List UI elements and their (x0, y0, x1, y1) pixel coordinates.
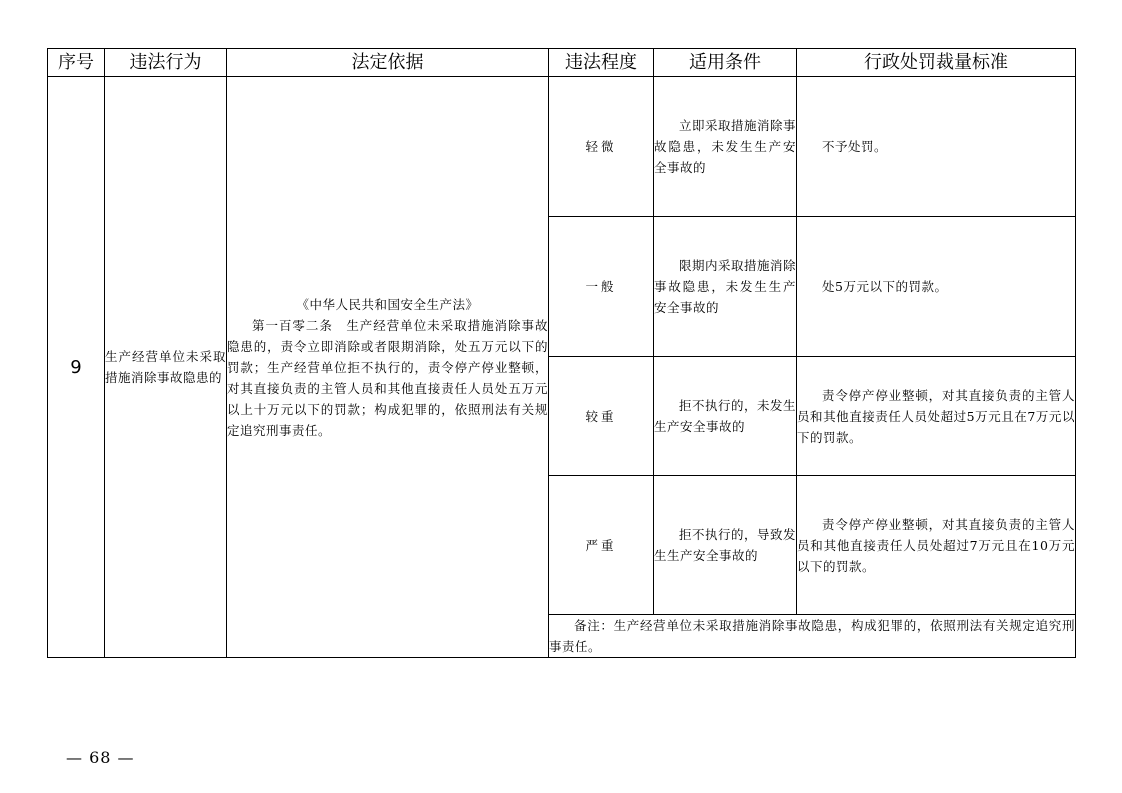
header-seq: 序号 (48, 49, 105, 77)
basis-law-title: 《中华人民共和国安全生产法》 (296, 296, 479, 312)
item-behavior-text: 生产经营单位未采取措施消除事故隐患的 (105, 349, 226, 385)
table-header-row (48, 49, 1076, 77)
page-number: — 68 — (66, 748, 135, 767)
note-cell: 备注：生产经营单位未采取措施消除事故隐患，构成犯罪的，依照刑法有关规定追究刑事责任。 (549, 615, 1076, 658)
penalty-standard-table (47, 48, 1076, 658)
basis-article-text: 第一百零二条 生产经营单位未采取措施消除事故隐患的，责令立即消除或者限期消除，处五万元以下的罚款；生产经营单位拒不执行的，责令停产停业整顿，对其直接负责的主管人员和其他直接责任人员处五万元以上十万元以下的罚款；构成犯罪的，依照刑法有关规定追究刑事责任。 (227, 317, 548, 438)
degree-cell: 严重 (549, 476, 654, 615)
item-behavior (105, 77, 227, 658)
header-standard: 行政处罚裁量标准 (797, 49, 1076, 77)
header-condition: 适用条件 (654, 49, 797, 77)
header-basis: 法定依据 (227, 49, 549, 77)
standard-cell: 责令停产停业整顿，对其直接负责的主管人员和其他直接责任人员处超过7万元且在10万元以下的罚款。 (797, 476, 1076, 615)
standard-cell: 不予处罚。 (797, 77, 1076, 217)
standard-cell: 处5万元以下的罚款。 (797, 217, 1076, 357)
table-row (48, 77, 1076, 217)
condition-cell: 限期内采取措施消除事故隐患，未发生生产安全事故的 (654, 217, 797, 357)
degree-cell: 一般 (549, 217, 654, 357)
header-degree: 违法程度 (549, 49, 654, 77)
item-basis (227, 77, 549, 658)
condition-cell: 拒不执行的，未发生生产安全事故的 (654, 357, 797, 476)
condition-cell: 拒不执行的，导致发生生产安全事故的 (654, 476, 797, 615)
item-seq: 9 (48, 77, 105, 658)
degree-cell: 较重 (549, 357, 654, 476)
header-behavior: 违法行为 (105, 49, 227, 77)
condition-cell: 立即采取措施消除事故隐患，未发生生产安全事故的 (654, 77, 797, 217)
standard-cell: 责令停产停业整顿，对其直接负责的主管人员和其他直接责任人员处超过5万元且在7万元以下的罚款。 (797, 357, 1076, 476)
degree-cell: 轻微 (549, 77, 654, 217)
